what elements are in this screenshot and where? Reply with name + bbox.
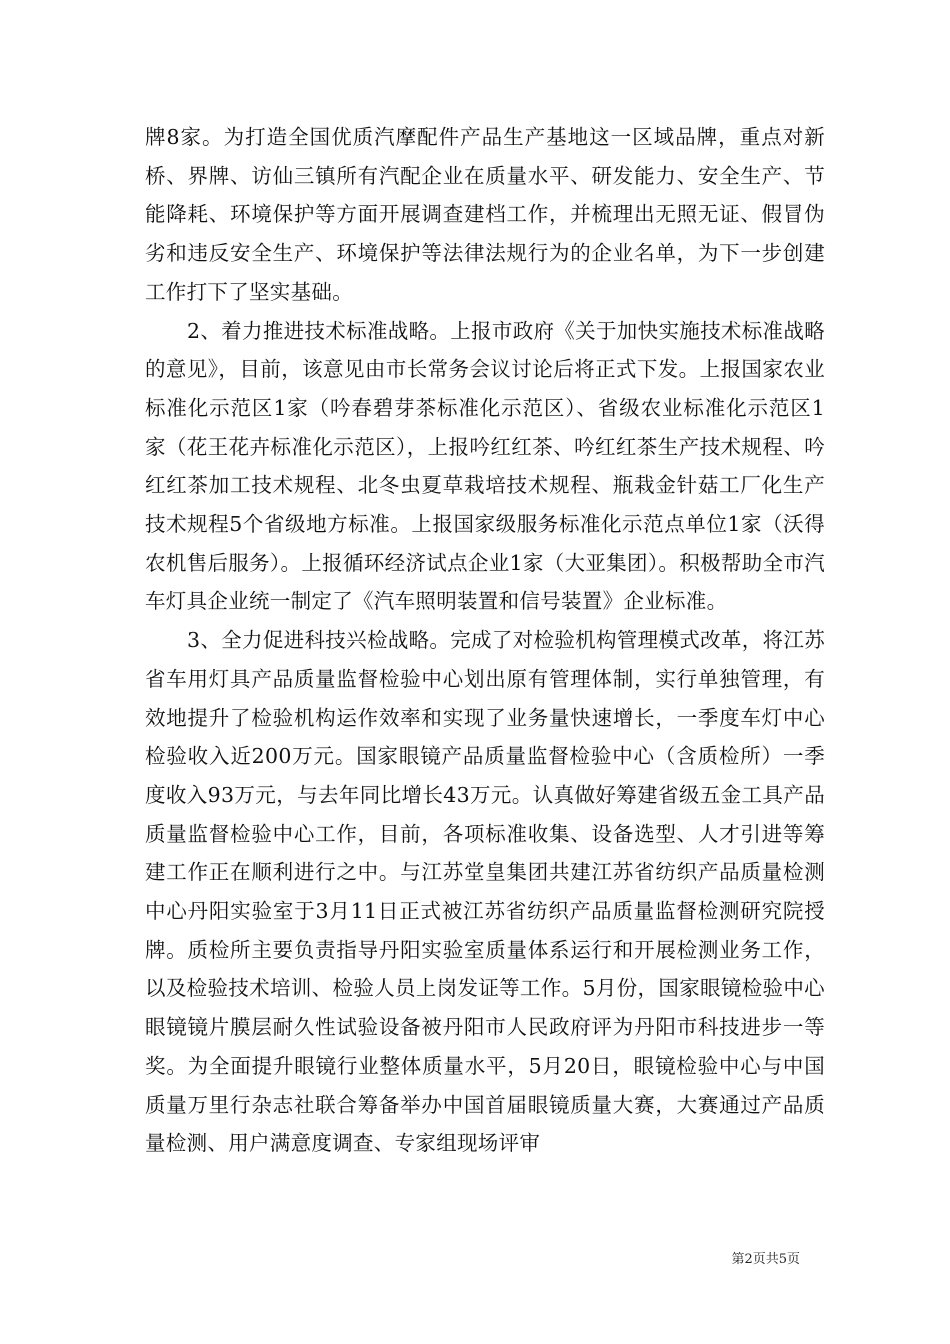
paragraph-science-inspection: 3、全力促进科技兴检战略。完成了对检验机构管理模式改革，将江苏省车用灯具产品质量监督检验中心划出原有管理体制，实行单独管理，有效地提升了检验机构运作效率和实现了业务量快速增长，一季度车灯中心检验收入近200万元。国家眼镜产品质量监督检验中心（含质检所）一季度收入93万元，与去年同比增长43万元。认真做好筹建省级五金工具产品质量监督检验中心工作，目前，各项标准收集、设备选型、人才引进等筹建工作正在顺利进行之中。与江苏堂皇集团共建江苏省纺织产品质量检测中心丹阳实验室于3月11日正式被江苏省纺织产品质量监督检测研究院授牌。质检所主要负责指导丹阳实验室质量体系运行和开展检测业务工作，以及检验技术培训、检验人员上岗发证等工作。5月份，国家眼镜检验中心眼镜镜片膜层耐久性试验设备被丹阳市人民政府评为丹阳市科技进步一等奖。为全面提升眼镜行业整体质量水平，5月20日，眼镜检验中心与中国质量万里行杂志社联合筹备举办中国首届眼镜质量大赛，大赛通过产品质量检测、用户满意度调查、专家组现场评审 xyxy=(145,628,825,1156)
paragraph-continuation: 牌8家。为打造全国优质汽摩配件产品生产基地这一区域品牌，重点对新桥、界牌、访仙三镇所有汽配企业在质量水平、研发能力、安全生产、节能降耗、环境保护等方面开展调查建档工作，并梳理出无照无证、假冒伪劣和违反安全生产、环境保护等法律法规行为的企业名单，为下一步创建工作打下了坚实基础。 xyxy=(145,125,825,304)
document-body xyxy=(145,118,825,1163)
paragraph-technical-standards: 2、着力推进技术标准战略。上报市政府《关于加快实施技术标准战略的意见》，目前，该意见由市长常务会议讨论后将正式下发。上报国家农业标准化示范区1家（吟春碧芽茶标准化示范区）、省级农业标准化示范区1家（花王花卉标准化示范区），上报吟红红茶、吟红红茶生产技术规程、吟红红茶加工技术规程、北冬虫夏草栽培技术规程、瓶栽金针菇工厂化生产技术规程5个省级地方标准。上报国家级服务标准化示范点单位1家（沃得农机售后服务）。上报循环经济试点企业1家（大亚集团）。积极帮助全市汽车灯具企业统一制定了《汽车照明装置和信号装置》企业标准。 xyxy=(145,318,825,614)
page-number-footer: 第2页共5页 xyxy=(731,1252,800,1267)
